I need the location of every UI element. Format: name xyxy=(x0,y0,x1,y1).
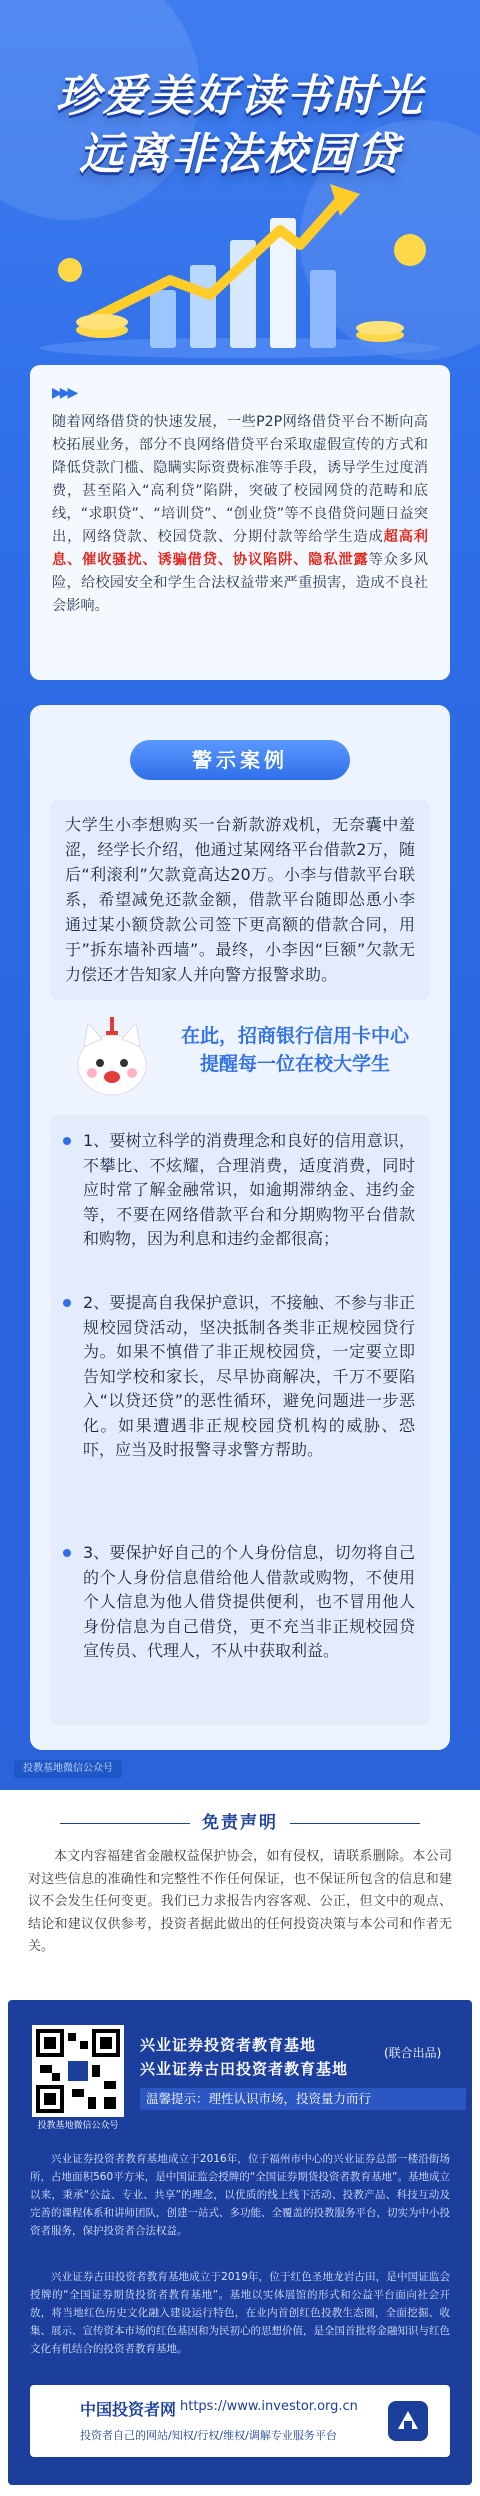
disclaimer-heading: 免责声明 xyxy=(0,1810,480,1836)
qr-label: 投教基地微信公众号 xyxy=(37,2121,119,2131)
poster-title-line2: 远离非法校园贷 xyxy=(79,129,401,180)
investor-site-name: 中国投资者网 xyxy=(80,2400,177,2419)
case-story-box xyxy=(50,800,430,1000)
footer-title-1: 兴业证券投资者教育基地 xyxy=(140,2036,317,2054)
arrows-icon: ▶▶▶ xyxy=(52,385,76,401)
joint-label: (联合出品) xyxy=(384,2046,442,2060)
disclaimer-text: 本文内容福建省金融权益保护协会，如有侵权，请联系删除。本公司对这些信息的准确性和完整性不作任何保证，也不保证所包含的信息和建议不会发生任何变更。我们已力求报告内容客观、公正，但文中的观点、结论和建议仅供参考，投资者据此做出的任何投资决策与本公司和作者无关。 xyxy=(28,1849,452,1954)
tip-item: 2、要提高自我保护意识，不接触、不参与非正规校园贷活动，坚决抵制各类非正规校园贷行为。如果不慎借了非正规校园贷，一定要立即告知学校和家长，尽早协商解决，千万不要陷入“以贷还贷”的恶性循环，避免问题进一步恶化。如果遭遇非正规校园贷机构的威胁、恐吓，应当及时报警寻求警方帮助。 xyxy=(65,1291,415,1463)
case-title: 警示案例 xyxy=(130,740,350,780)
investor-banner[interactable] xyxy=(30,2385,450,2457)
investor-site-url[interactable]: https://www.investor.org.cn xyxy=(180,2399,358,2414)
base-intro-1: 兴业证券投资者教育基地成立于2016年，位于福州市中心的兴业证券总部一楼沿街场所，占地面积560平方米，是中国证监会授牌的“全国证券期货投资者教育基地”。基地成立以来，秉承“公益、专业、共享”的理念，以优质的线上线下活动、投教产品、科技互动及完善的课程体系和讲师团队，创建一站式、多功能、全覆盖的投教服务平台，切实为中小投资者服务，保护投资者合法权益。 xyxy=(30,2153,450,2237)
investor-site-tagline: 投资者自己的网站/知权/行权/维权/调解专业服务平台 xyxy=(80,2429,337,2442)
poster-title-line1: 珍爱美好读书时光 xyxy=(56,71,424,122)
growth-chart-illustration xyxy=(30,170,450,360)
warm-hint: 温馨提示：理性认识市场，投资量力而行 xyxy=(140,2088,466,2110)
intro-card xyxy=(30,365,450,680)
reminder-heading: 在此，招商银行信用卡中心 提醒每一位在校大学生 xyxy=(180,1025,409,1075)
tip-item: 3、要保护好自己的个人身份信息，切勿将自己的个人身份信息借给他人借款或购物，不使用个人信息为他人借贷提供便利，也不冒用他人身份信息为自己借贷，更不充当非正规校园贷宣传员、代理人，不从中获取利益。 xyxy=(65,1541,415,1664)
footer-panel xyxy=(8,2000,472,2485)
cat-mascot-icon xyxy=(70,1015,155,1105)
investor-logo-icon xyxy=(386,2399,430,2443)
tips-box xyxy=(50,1115,430,1725)
case-story-text: 大学生小李想购买一台新款游戏机，无奈囊中羞涩，经学长介绍，他通过某网络平台借款2万，随后“利滚利”欠款竟高达20万。小李与借款平台联系，希望减免还款金额，借款平台随即怂恿小李通过某小额贷款公司签下更高额的借款合同，用于”拆东墙补西墙”。最终，小李因“巨额”欠款无力偿还才告知家人并向警方报警求助。 xyxy=(65,815,415,984)
tip-item: 1、要树立科学的消费理念和良好的信用意识，不攀比、不炫耀，合理消费，适度消费，同时应时常了解金融常识，如逾期滞纳金、违约金等，不要在网络借款平台和分期购物平台借款和购物，因为利息和违约金都很高； xyxy=(65,1129,415,1252)
qr-code-icon[interactable] xyxy=(32,2025,124,2117)
footer-title-2: 兴业证券古田投资者教育基地 xyxy=(140,2060,349,2078)
base-intro-2: 兴业证券古田投资者教育基地成立于2019年，位于红色圣地龙岩古田，是中国证监会授牌的“全国证券期货投资者教育基地”。基地以实体展馆的形式和公益平台面向社会开放，将当地红色历史文化融入建设运行特色，在业内首创红色投教生态圈，全面挖掘、收集、展示、宣传资本市场的红色基因和为民初心的思想价值，是全国首批将金融知识与红色文化有机结合的投资者教育基地。 xyxy=(30,2271,450,2355)
intro-text: 随着网络借贷的快速发展，一些P2P网络借贷平台不断向高校拓展业务，部分不良网络借贷平台采取虚假宣传的方式和降低贷款门槛、隐瞒实际资费标准等手段，诱导学生过度消费，甚至陷入“高利贷”陷阱，突破了校园网贷的范畴和底线，“求职贷”、“培训贷”、“创业贷”等不良借贷问题日益突出，网络贷款、校园贷款、分期付款等给学生造成超高利息、催收骚扰、诱骗借贷、协议陷阱、隐私泄露等众多风险，给校园安全和学生合法权益带来严重损害，造成不良社会影响。 xyxy=(52,414,428,614)
wechat-badge: 投教基地微信公众号 xyxy=(14,1760,122,1778)
risk-highlight: 超高利息、催收骚扰、诱骗借贷、协议陷阱、隐私泄露 xyxy=(52,529,428,568)
